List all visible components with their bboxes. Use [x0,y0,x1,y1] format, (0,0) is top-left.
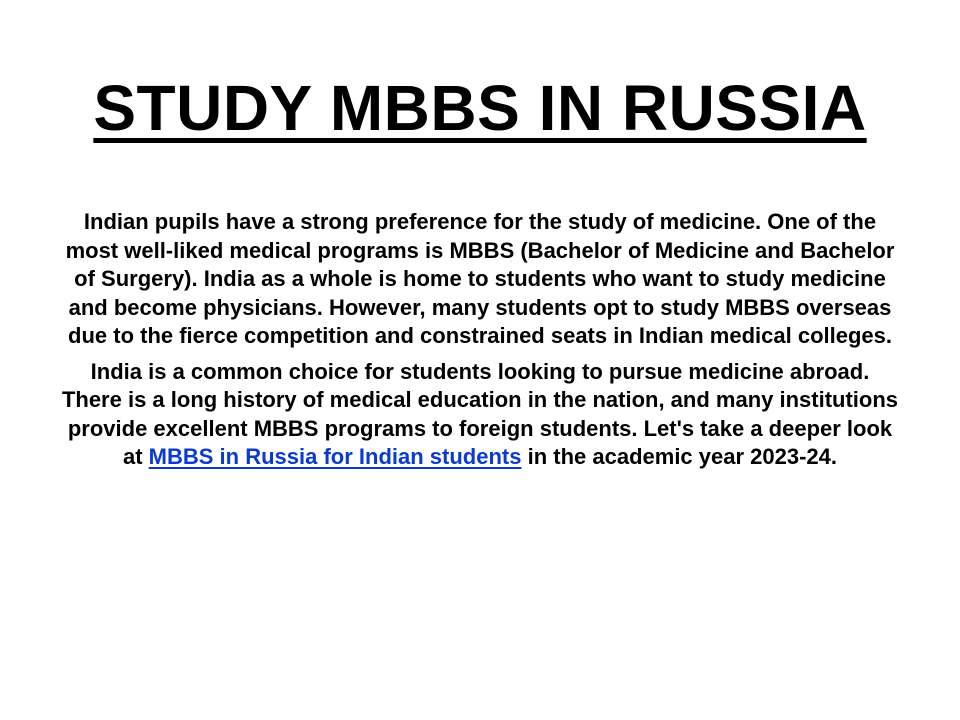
paragraph-russia [60,358,900,472]
paragraph-russia-text-after: in the academic year 2023-24. [521,444,838,469]
paragraph-russia-text-before: India is a common choice for students looking to pursue medicine abroad. There is a long history of medical education in the nation, and many institutions provide excellent MBBS programs to foreign students. Let's take a deeper look at [61,358,899,469]
slide-body [60,208,900,479]
slide-title: STUDY MBBS IN RUSSIA [93,72,867,144]
mbbs-russia-link[interactable]: MBBS in Russia for Indian students [148,444,522,469]
paragraph-intro: Indian pupils have a strong preference for the study of medicine. One of the most well-liked medical programs is MBBS (Bachelor of Medicine and Bachelor of Surgery). India as a whole is home to students who want to study medicine and become physicians. However, many students opt to study MBBS overseas due to the fierce competition and constrained seats in Indian medical colleges. [65,209,895,348]
